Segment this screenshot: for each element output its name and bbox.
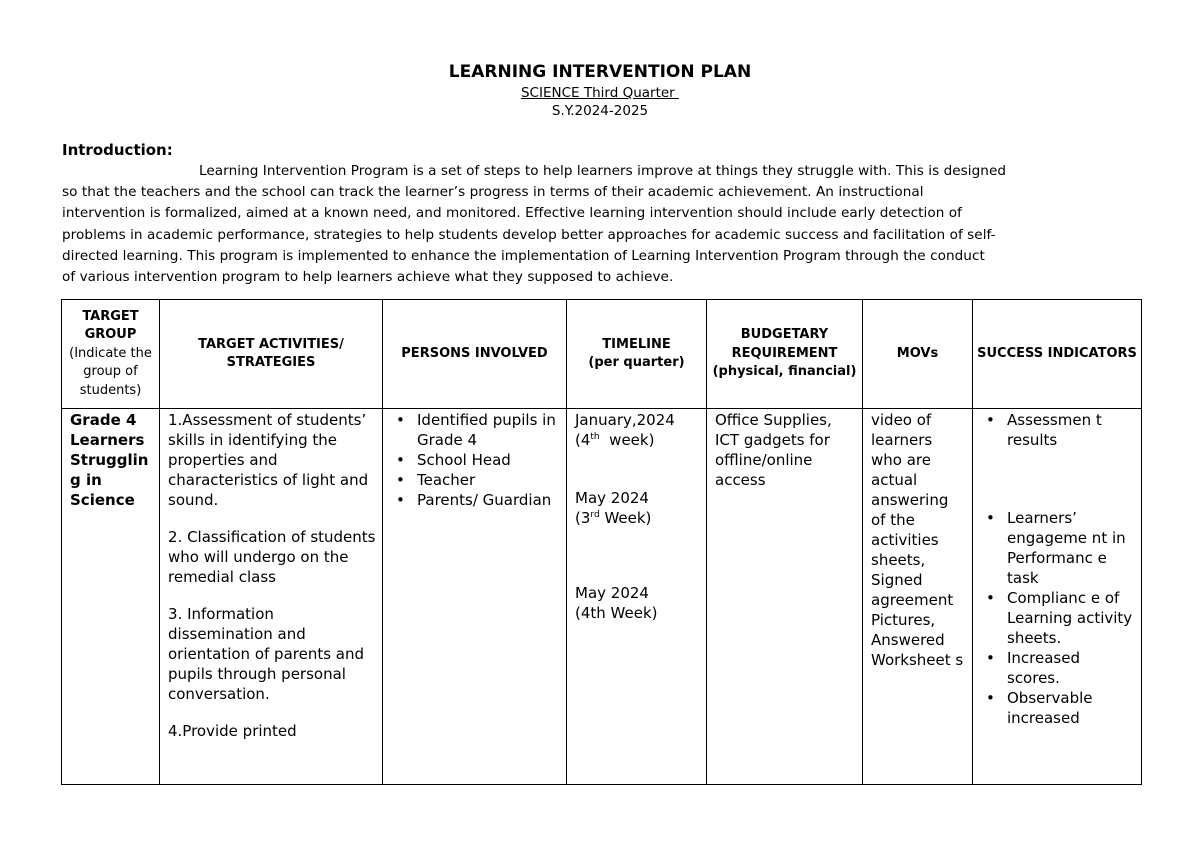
intervention-plan-table bbox=[61, 299, 1142, 785]
list-item: • Learners’ engageme nt in Performanc e task bbox=[981, 508, 1135, 588]
cell-target-group: Grade 4 Learners Strugglin g in Science bbox=[62, 409, 160, 785]
success-list-continued bbox=[981, 508, 1135, 728]
activity-item: 4.Provide printed bbox=[168, 722, 297, 740]
header-success: SUCCESS INDICATORS bbox=[973, 300, 1142, 409]
list-item: • Teacher bbox=[391, 470, 560, 490]
cell-budget: Office Supplies, ICT gadgets for offline/online access bbox=[707, 409, 863, 785]
table-row bbox=[62, 409, 1142, 785]
header-timeline-note: (per quarter) bbox=[588, 355, 685, 370]
header-activities: TARGET ACTIVITIES/ STRATEGIES bbox=[160, 300, 383, 409]
header-budget: BUDGETARY REQUIREMENT (physical, financial) bbox=[707, 300, 863, 409]
list-item: • Complianc e of Learning activity sheets. bbox=[981, 588, 1135, 648]
subtitle-text: SCIENCE Third Quarter bbox=[520, 85, 680, 101]
document-title: LEARNING INTERVENTION PLAN bbox=[448, 62, 752, 82]
persons-list bbox=[391, 410, 560, 510]
intro-paragraph bbox=[62, 161, 1140, 288]
activity-item: 3. Information dissemination and orientation of parents and pupils through personal conversation. bbox=[168, 605, 365, 703]
cell-activities bbox=[160, 409, 383, 785]
intro-line: Learning Intervention Program is a set of steps to help learners improve at things they struggle with. This is designed bbox=[199, 163, 1007, 179]
activity-item: 2. Classification of students who will undergo on the remedial class bbox=[168, 528, 376, 586]
school-year: S.Y.2024-2025 bbox=[551, 103, 649, 119]
document-subtitle bbox=[0, 85, 1200, 101]
timeline-date: May 2024 bbox=[575, 489, 649, 507]
cell-timeline bbox=[567, 409, 707, 785]
list-item: • Identified pupils in Grade 4 bbox=[391, 410, 560, 450]
header-target-group bbox=[62, 300, 160, 409]
cell-persons bbox=[383, 409, 567, 785]
intro-line: intervention is formalized, aimed at a known need, and monitored. Effective learning intervention should include early detection of bbox=[62, 205, 962, 222]
header-movs: MOVs bbox=[863, 300, 973, 409]
intro-heading: Introduction: bbox=[62, 141, 173, 159]
timeline-date: January,2024 bbox=[575, 411, 675, 429]
cell-movs: video of learners who are actual answering of the activities sheets, Signed agreement Pictures, Answered Worksheet s bbox=[863, 409, 973, 785]
intro-line: so that the teachers and the school can track the learner’s progress in terms of their academic achievement. An instructional bbox=[62, 184, 924, 201]
activity-item: 1.Assessment of students’ skills in identifying the properties and characteristics of light and sound. bbox=[168, 411, 369, 509]
header-persons: PERSONS INVOLVED bbox=[383, 300, 567, 409]
cell-success bbox=[973, 409, 1142, 785]
timeline-date: May 2024 bbox=[575, 584, 649, 602]
success-list bbox=[981, 410, 1135, 450]
timeline-week: (3rd Week) bbox=[575, 509, 652, 527]
header-target-group-label: TARGET GROUP bbox=[82, 308, 139, 343]
header-target-group-note: (Indicate the group of students) bbox=[69, 345, 152, 398]
list-item: • School Head bbox=[391, 450, 560, 470]
header-timeline bbox=[567, 300, 707, 409]
intro-line: of various intervention program to help learners achieve what they supposed to achieve. bbox=[62, 269, 674, 286]
intro-line: problems in academic performance, strategies to help students develop better approaches for academic success and facilitation of self- bbox=[62, 226, 996, 243]
header-timeline-label: TIMELINE bbox=[602, 336, 671, 352]
timeline-week: (4th Week) bbox=[575, 604, 658, 622]
list-item: • Increased scores. bbox=[981, 648, 1135, 688]
table-header-row bbox=[62, 300, 1142, 409]
timeline-week: (4th week) bbox=[575, 431, 655, 449]
intro-line: directed learning. This program is implemented to enhance the implementation of Learning Intervention Program through the conduct bbox=[62, 247, 985, 264]
list-item: • Parents/ Guardian bbox=[391, 490, 560, 510]
list-item: • Observable increased bbox=[981, 688, 1135, 728]
list-item: • Assessmen t results bbox=[981, 410, 1135, 450]
